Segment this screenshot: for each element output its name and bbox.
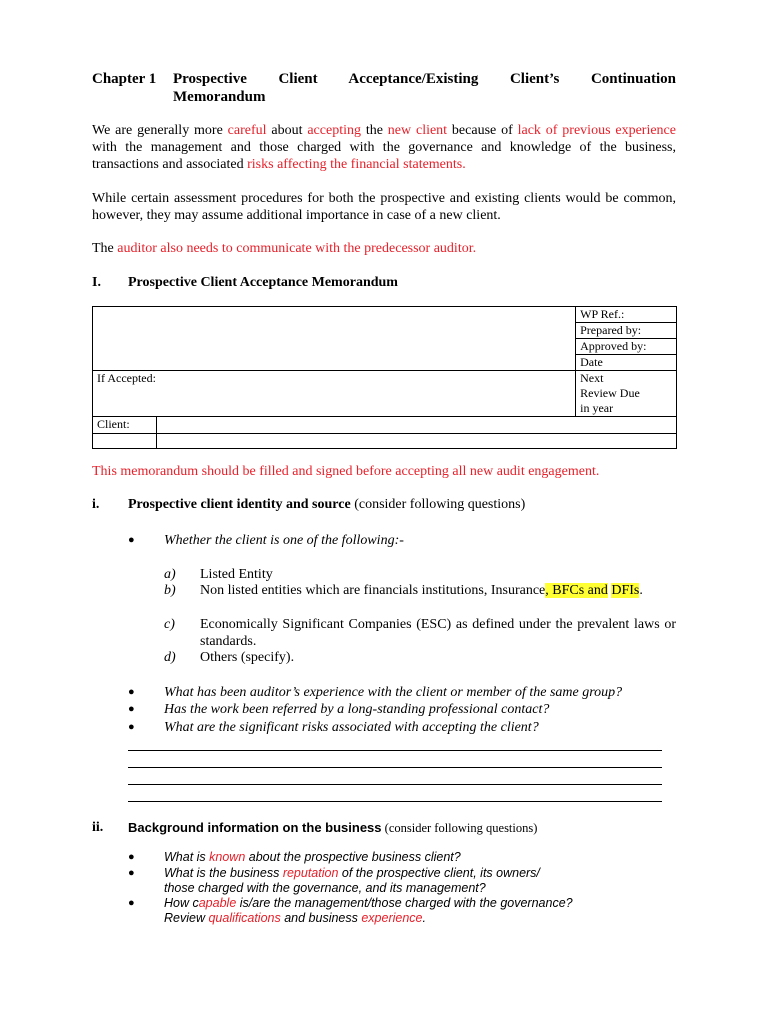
wp-ref-cell: WP Ref.:	[576, 307, 677, 323]
bullet-icon: ●	[128, 721, 135, 733]
bullet-icon: ●	[128, 851, 135, 863]
section-title: Prospective Client Acceptance Memorandum	[128, 275, 398, 290]
if-accepted-cell: If Accepted:	[93, 371, 576, 417]
answer-line[interactable]	[128, 767, 662, 768]
answer-line[interactable]	[128, 801, 662, 802]
client-label-cell: Client:	[93, 417, 157, 434]
prepared-by-cell: Prepared by:	[576, 323, 677, 339]
intro-paragraph-2: While certain assessment procedures for both the prospective and existing clients would be common, however, they may assume additional importance in case of a new client.	[92, 191, 676, 223]
date-cell: Date	[576, 355, 677, 371]
answer-line[interactable]	[128, 750, 662, 751]
chapter-title-line1: Prospective Client Acceptance/Existing Client’s Continuation	[173, 71, 676, 87]
section-i-title: Prospective client identity and source	[128, 497, 351, 512]
intro-paragraph-3: The auditor also needs to communicate with the predecessor auditor.	[92, 241, 477, 256]
blank-row-cell-1	[93, 434, 157, 449]
section-ii-number: ii.	[92, 820, 104, 835]
memo-table	[92, 306, 677, 449]
section-ii-suffix: (consider following questions)	[381, 821, 538, 835]
section-ii-title: Background information on the business	[128, 820, 382, 835]
section-i-number: i.	[92, 497, 100, 512]
client-value-cell	[157, 417, 677, 434]
intro-paragraph-1: We are generally more careful about accepting the new client because of lack of previous experience with the management and those charged with the governance and knowledge of the business, transactions and associated risks affecting the financial statements.	[92, 123, 676, 172]
next-review-cell: Next Review Due in year	[576, 371, 677, 417]
bullet-icon: ●	[128, 703, 135, 715]
memo-blank-cell	[93, 307, 576, 371]
section-number: I.	[92, 275, 101, 290]
blank-row-cell-2	[157, 434, 677, 449]
section-i-suffix: (consider following questions)	[350, 497, 526, 512]
bullet-icon: ●	[128, 897, 135, 909]
bullet-icon: ●	[128, 534, 135, 546]
chapter-title-line2: Memorandum	[173, 89, 266, 105]
approved-by-cell: Approved by:	[576, 339, 677, 355]
memo-note: This memorandum should be filled and signed before accepting all new audit engagement.	[92, 464, 600, 479]
bullet-icon: ●	[128, 686, 135, 698]
chapter-label: Chapter 1	[92, 71, 157, 87]
answer-line[interactable]	[128, 784, 662, 785]
bullet-icon: ●	[128, 867, 135, 879]
